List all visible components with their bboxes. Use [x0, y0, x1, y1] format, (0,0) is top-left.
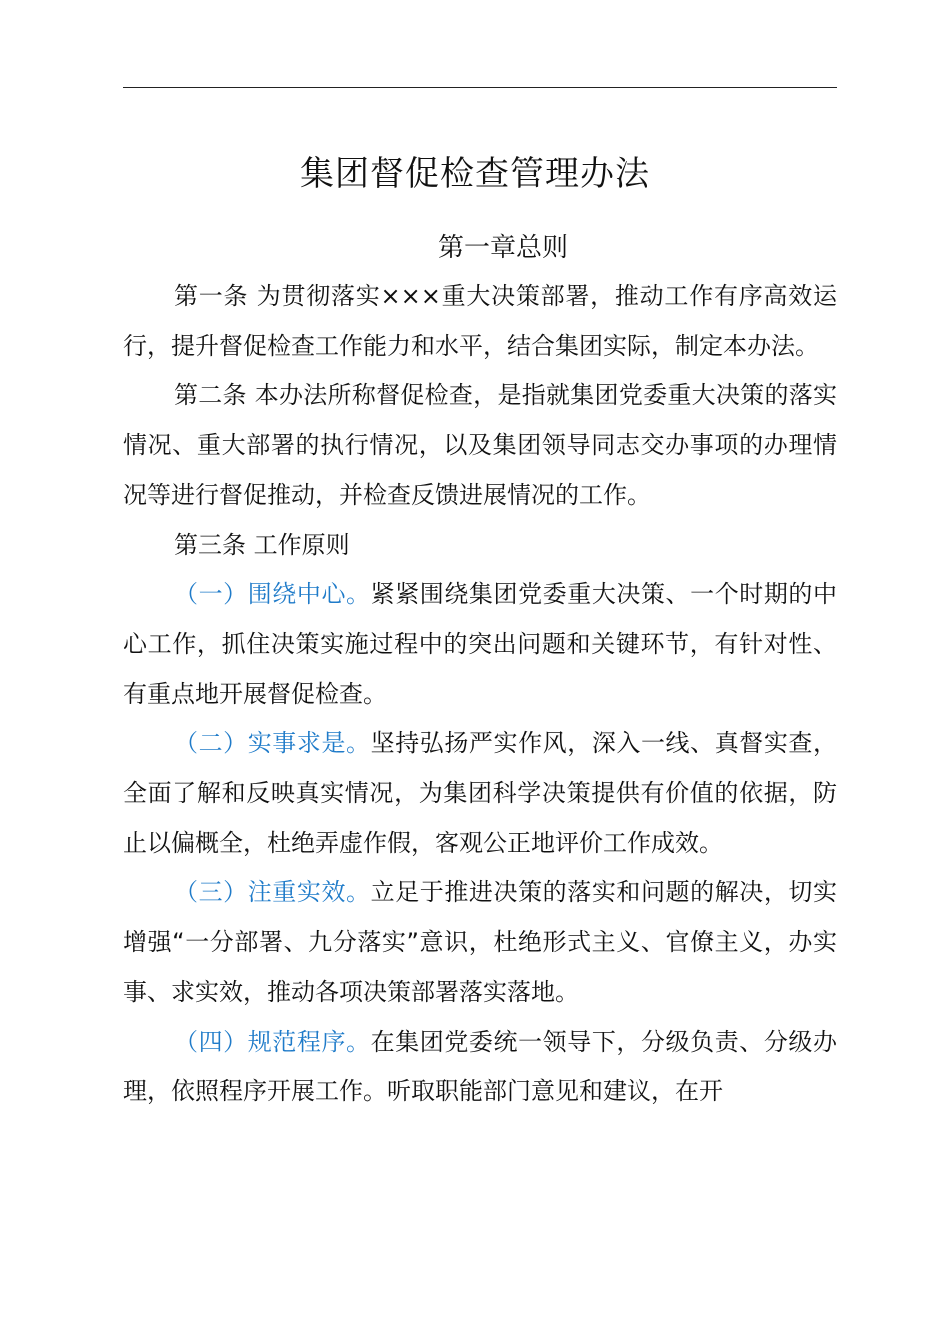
article-text: 工作原则	[253, 530, 350, 559]
document-title: 集团督促检查管理办法	[300, 154, 650, 194]
article-2	[123, 371, 837, 520]
principle-heading: （二）实事求是。	[174, 729, 371, 758]
chapter-title: 第一章总则	[438, 233, 569, 263]
principle-text: 坚持弘扬严实作风，深入一线、真督实查，全面了解和反映真实情况，为集团科学决策提供有价值的依据，防止以偏概全，杜绝弄虚作假，客观公正地评价工作成效。	[123, 729, 838, 857]
principle-1	[123, 570, 837, 719]
principle-heading: （三）注重实效。	[174, 878, 371, 907]
article-label: 第三条	[174, 530, 254, 559]
article-text: 为贯彻落实×××重大决策部署，推动工作有序高效运行，提升督促检查工作能力和水平，结合集团实际，制定本办法。	[123, 282, 838, 360]
document-body	[123, 272, 837, 1117]
principle-heading: （一）围绕中心。	[174, 580, 371, 609]
principle-2	[123, 719, 837, 868]
article-text: 本办法所称督促检查，是指就集团党委重大决策的落实情况、重大部署的执行情况，以及集团领导同志交办事项的办理情况等进行督促推动，并检查反馈进展情况的工作。	[123, 381, 838, 509]
principle-heading: （四）规范程序。	[174, 1027, 371, 1056]
principle-text: 紧紧围绕集团党委重大决策、一个时期的中心工作，抓住决策实施过程中的突出问题和关键环节，有针对性、有重点地开展督促检查。	[123, 580, 838, 708]
article-3	[123, 521, 837, 571]
article-label: 第二条	[174, 381, 255, 410]
principle-3	[123, 868, 837, 1017]
principle-4	[123, 1018, 837, 1117]
principle-text: 立足于推进决策的落实和问题的解决，切实增强“一分部署、九分落实”意识，杜绝形式主义、官僚主义，办实事、求实效，推动各项决策部署落实落地。	[123, 878, 838, 1006]
principle-text: 在集团党委统一领导下，分级负责、分级办理，依照程序开展工作。听取职能部门意见和建议，在开	[123, 1027, 838, 1106]
article-1	[123, 272, 837, 371]
article-label: 第一条	[174, 282, 257, 310]
header-rule	[123, 87, 837, 88]
